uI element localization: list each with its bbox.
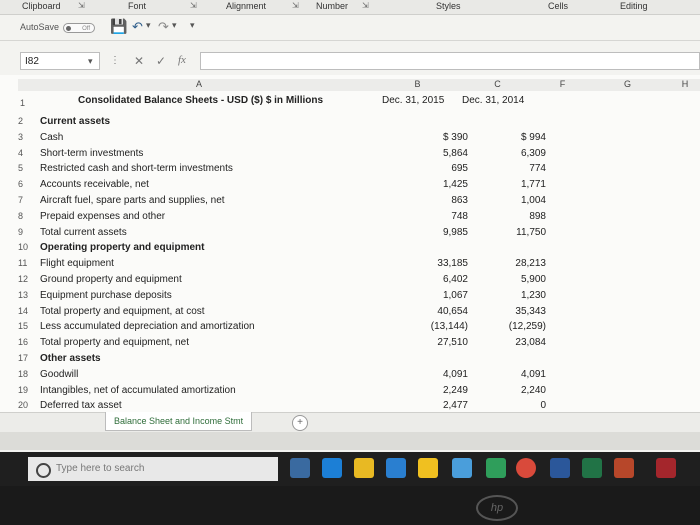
table-row[interactable]: [18, 116, 700, 131]
row-number: 18: [18, 368, 29, 379]
redo-icon[interactable]: ↷: [158, 19, 169, 34]
file-explorer-icon[interactable]: [354, 458, 374, 478]
clipboard-launcher-icon[interactable]: ⇲: [78, 1, 85, 10]
chrome-icon[interactable]: [516, 458, 536, 478]
cell-dec-2014[interactable]: 28,213: [515, 258, 546, 270]
row-label[interactable]: Total current assets: [40, 226, 127, 238]
cell-dec-2015[interactable]: 5,864: [442, 147, 468, 159]
cell-dec-2015[interactable]: (13,144): [430, 321, 468, 333]
onenote-icon[interactable]: [656, 458, 676, 478]
row-label[interactable]: Ground property and equipment: [40, 274, 182, 285]
row-number: 15: [18, 321, 29, 332]
row-label[interactable]: Current assets: [40, 116, 111, 127]
row-label[interactable]: Restricted cash and short-term investments: [40, 163, 233, 175]
column-header-g[interactable]: G: [585, 79, 671, 91]
column-header-a[interactable]: A: [18, 79, 381, 91]
store-icon[interactable]: [386, 458, 406, 478]
table-row[interactable]: [18, 369, 700, 384]
hp-logo: hp: [476, 495, 518, 521]
cell-dec-2015[interactable]: 9,985: [442, 226, 468, 238]
table-row[interactable]: [18, 132, 700, 147]
ribbon-group-editing[interactable]: Editing: [620, 1, 648, 11]
powerpoint-icon[interactable]: [614, 458, 634, 478]
cell-dec-2015[interactable]: 2,477: [442, 400, 468, 412]
column-header-b[interactable]: B: [380, 79, 456, 91]
cancel-icon[interactable]: ✕: [134, 54, 145, 68]
cell-dec-2014[interactable]: 1,230: [520, 289, 546, 301]
row-number: 20: [18, 400, 29, 411]
row-number: 4: [18, 147, 24, 158]
table-row[interactable]: [18, 179, 700, 194]
cell-dec-2014[interactable]: 1,004: [520, 195, 546, 206]
cell-dec-2015[interactable]: 1,067: [442, 289, 468, 301]
table-row[interactable]: [18, 258, 700, 273]
autosave-toggle[interactable]: [63, 23, 95, 33]
ribbon-group-font[interactable]: Font: [128, 1, 147, 11]
row-number: 5: [18, 163, 24, 174]
row-label[interactable]: Total property and equipment, at cost: [40, 305, 205, 317]
undo-icon[interactable]: ↶: [132, 19, 143, 34]
cell-dec-2014[interactable]: (12,259): [508, 321, 546, 333]
edge-icon[interactable]: [322, 458, 342, 478]
row-number: 14: [18, 305, 29, 316]
row-label[interactable]: Intangibles, net of accumulated amortization: [40, 384, 236, 396]
ribbon-group-number[interactable]: Number: [316, 1, 349, 11]
name-box-dropdown-icon[interactable]: ▾: [88, 56, 93, 66]
sheet-tab-balance-sheet[interactable]: Balance Sheet and Income Stmt: [105, 412, 252, 431]
column-c-header[interactable]: Dec. 31, 2014: [462, 95, 525, 106]
insert-function-icon[interactable]: fx: [178, 54, 186, 66]
cell-dec-2014[interactable]: 898: [529, 210, 546, 222]
word-icon[interactable]: [550, 458, 570, 478]
cell-dec-2015[interactable]: 6,402: [442, 274, 468, 285]
row-label[interactable]: Deferred tax asset: [40, 400, 122, 412]
table-row[interactable]: [18, 385, 700, 400]
save-icon[interactable]: 💾: [110, 18, 128, 34]
number-launcher-icon[interactable]: ⇲: [362, 1, 369, 10]
cell-dec-2014[interactable]: 774: [529, 163, 546, 175]
cell-dec-2014[interactable]: $ 994: [520, 131, 546, 143]
cell-dec-2014[interactable]: 6,309: [520, 147, 546, 159]
table-row[interactable]: [18, 195, 700, 210]
cell-dec-2015[interactable]: 748: [451, 210, 468, 222]
cell-dec-2014[interactable]: 5,900: [520, 274, 546, 285]
row-number: 9: [18, 226, 24, 237]
add-sheet-button[interactable]: +: [292, 415, 308, 431]
table-row[interactable]: [18, 163, 700, 178]
row-label[interactable]: Other assets: [40, 353, 101, 364]
table-row[interactable]: [18, 242, 700, 257]
row-label[interactable]: Total property and equipment, net: [40, 337, 189, 349]
row-number-1: 1: [20, 98, 26, 108]
mail-icon[interactable]: [452, 458, 472, 478]
cell-dec-2015[interactable]: $ 390: [442, 131, 468, 143]
cell-dec-2014[interactable]: 2,240: [520, 384, 546, 396]
row-number: 19: [18, 384, 29, 395]
row-number: 6: [18, 179, 24, 190]
row-label[interactable]: Goodwill: [40, 368, 79, 380]
autosave-label: AutoSave: [20, 22, 60, 32]
ribbon: [0, 0, 700, 15]
app-icon[interactable]: [418, 458, 438, 478]
table-row[interactable]: [18, 353, 700, 368]
task-view-icon[interactable]: [290, 458, 310, 478]
row-label[interactable]: Operating property and equipment: [40, 242, 205, 254]
row-label[interactable]: Aircraft fuel, spare parts and supplies, net: [40, 195, 225, 206]
cell-dec-2014[interactable]: 1,771: [520, 179, 546, 191]
row-label[interactable]: Prepaid expenses and other: [40, 210, 166, 222]
sheet-title[interactable]: Consolidated Balance Sheets - USD ($) $ in Millions: [78, 95, 324, 106]
table-row[interactable]: [18, 290, 700, 305]
row-label[interactable]: Less accumulated depreciation and amortization: [40, 321, 255, 333]
undo-dropdown-icon[interactable]: ▾: [146, 20, 151, 30]
spotify-icon[interactable]: [486, 458, 506, 478]
row-number: 13: [18, 289, 29, 300]
excel-icon[interactable]: [582, 458, 602, 478]
column-header-h[interactable]: H: [670, 79, 700, 91]
row-label[interactable]: Accounts receivable, net: [40, 179, 149, 191]
name-box[interactable]: I82: [20, 52, 100, 70]
cell-dec-2015[interactable]: 4,091: [442, 368, 468, 380]
table-row[interactable]: [18, 337, 700, 352]
row-number: 3: [18, 131, 24, 142]
cell-dec-2014[interactable]: 11,750: [516, 226, 546, 238]
table-row[interactable]: [18, 306, 700, 321]
laptop-bezel: [0, 486, 700, 525]
row-number: 10: [18, 242, 29, 253]
row-number: 17: [18, 353, 29, 363]
alignment-launcher-icon[interactable]: ⇲: [292, 1, 299, 10]
cell-dec-2014[interactable]: 0: [540, 400, 546, 412]
row-label[interactable]: Cash: [40, 131, 64, 143]
taskbar-search[interactable]: Type here to search: [28, 457, 278, 481]
ribbon-group-clipboard[interactable]: Clipboard: [22, 1, 61, 11]
cell-dec-2015[interactable]: 695: [451, 163, 468, 175]
font-launcher-icon[interactable]: ⇲: [190, 1, 197, 10]
ribbon-group-styles[interactable]: Styles: [436, 1, 461, 11]
cell-dec-2014[interactable]: 23,084: [515, 337, 546, 349]
cell-dec-2014[interactable]: 4,091: [520, 368, 546, 380]
cell-dec-2015[interactable]: 33,185: [437, 258, 468, 270]
row-number: 8: [18, 210, 24, 221]
table-row[interactable]: [18, 321, 700, 336]
ribbon-group-alignment[interactable]: Alignment: [226, 1, 267, 11]
row-number: 16: [18, 337, 29, 348]
ribbon-group-cells[interactable]: Cells: [548, 1, 569, 11]
quick-access-toolbar: [0, 15, 700, 41]
table-row[interactable]: [18, 274, 700, 289]
formula-input[interactable]: [200, 52, 700, 70]
column-header-f[interactable]: F: [540, 79, 586, 91]
row-number: 12: [18, 274, 29, 284]
row-number: 2: [18, 116, 24, 126]
customize-toolbar-icon[interactable]: ▾: [190, 20, 195, 30]
row-label[interactable]: Short-term investments: [40, 147, 144, 159]
cell-dec-2015[interactable]: 1,425: [442, 179, 468, 191]
cortana-icon[interactable]: [36, 463, 51, 478]
row-number: 11: [18, 258, 28, 269]
more-options-icon[interactable]: ⋮: [110, 55, 120, 66]
cell-dec-2014[interactable]: 35,343: [515, 305, 546, 317]
row-number: 7: [18, 195, 24, 205]
cell-dec-2015[interactable]: 40,654: [437, 305, 468, 317]
enter-icon[interactable]: ✓: [156, 54, 167, 68]
column-header-c[interactable]: C: [455, 79, 541, 91]
status-bar: [0, 432, 700, 450]
row-label[interactable]: Equipment purchase deposits: [40, 289, 172, 301]
table-row[interactable]: [18, 211, 700, 226]
cell-dec-2015[interactable]: 27,510: [437, 337, 468, 349]
table-row[interactable]: [18, 227, 700, 242]
row-label[interactable]: Flight equipment: [40, 258, 114, 270]
table-row[interactable]: [18, 148, 700, 163]
column-b-header[interactable]: Dec. 31, 2015: [382, 95, 445, 106]
redo-dropdown-icon[interactable]: ▾: [172, 20, 177, 30]
cell-dec-2015[interactable]: 2,249: [442, 384, 468, 396]
cell-dec-2015[interactable]: 863: [451, 195, 468, 206]
autosave-state: Off: [82, 26, 90, 32]
